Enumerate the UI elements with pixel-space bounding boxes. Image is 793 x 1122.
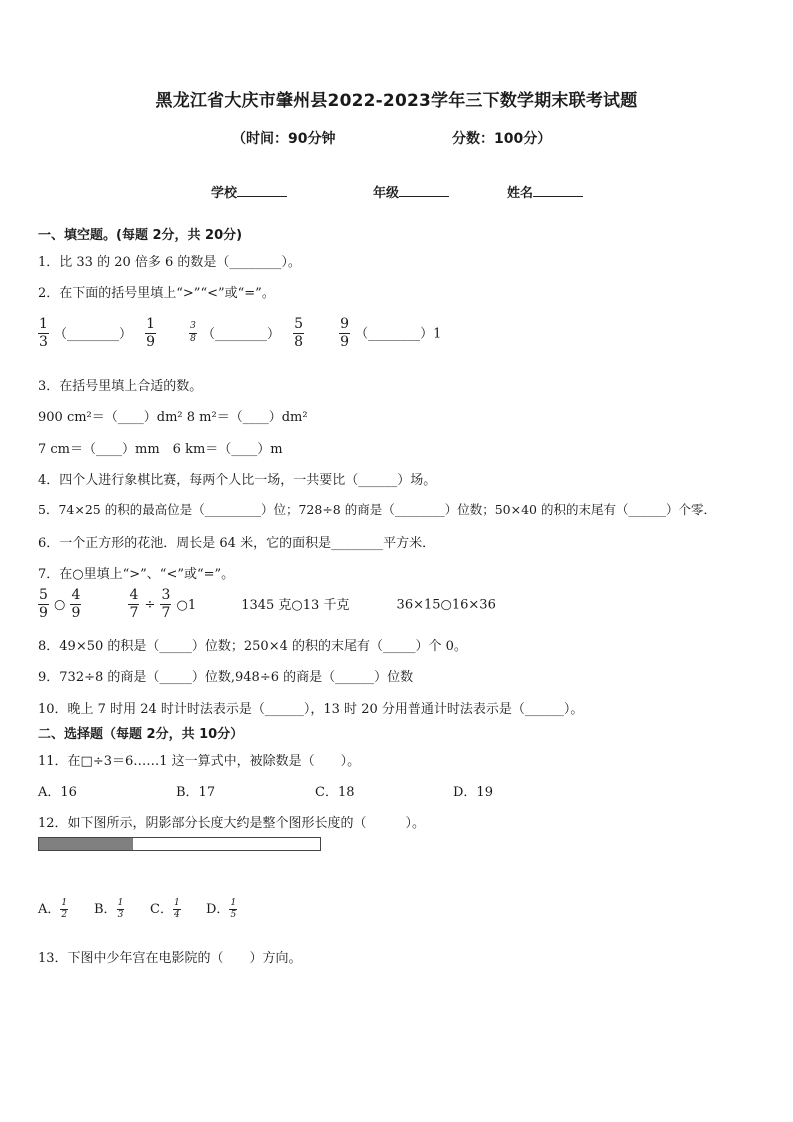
compare-blank-2[interactable]: （________） xyxy=(201,326,280,342)
fraction-3-7: $\frac{3}{7}$ xyxy=(161,587,171,621)
question-12-option-b[interactable]: B． $\frac{1}{3}$ xyxy=(94,897,124,920)
question-12-option-c[interactable]: C． $\frac{1}{4}$ xyxy=(150,897,180,920)
compare-circle-1[interactable]: ○ xyxy=(54,597,66,613)
question-12-option-d[interactable]: D． $\frac{1}{5}$ xyxy=(206,897,237,920)
fraction-4-7: $\frac{4}{7}$ xyxy=(129,587,139,621)
fraction-5-9: $\frac{5}{9}$ xyxy=(39,587,48,621)
question-1: 1．比 33 的 20 倍多 6 的数是（________）。 xyxy=(38,255,301,270)
time-label: （时间：90分钟 xyxy=(232,131,336,147)
question-13: 13．下图中少年宫在电影院的（ ）方向。 xyxy=(38,951,302,966)
question-4: 4．四个人进行象棋比赛，每两个人比一场，一共要比（______）场。 xyxy=(38,473,437,488)
fraction-1-5: $\frac{1}{5}$ xyxy=(230,897,237,920)
name-label: 姓名 xyxy=(507,186,534,201)
score-label: 分数：100分） xyxy=(452,131,552,147)
compare-blank-1[interactable]: （________） xyxy=(54,326,133,342)
divide-sign: ÷ xyxy=(144,597,156,613)
fraction-1-4: $\frac{1}{4}$ xyxy=(173,897,180,920)
question-10: 10．晚上 7 时用 24 时计时法表示是（______），13 时 20 分用普通计时法表示是（______）。 xyxy=(38,702,584,717)
question-11: 11．在□÷3＝6……1 这一算式中，被除数是（ ）。 xyxy=(38,754,361,769)
fraction-3-8: $\frac{3}{8}$ xyxy=(190,321,196,344)
grade-field xyxy=(373,182,449,201)
fraction-5-8: $\frac{5}{8}$ xyxy=(294,316,303,350)
question-11-option-c[interactable]: C．18 xyxy=(315,785,355,800)
fraction-4-9: $\frac{4}{9}$ xyxy=(71,587,81,621)
page-title: 黑龙江省大庆市肇州县2022-2023学年三下数学期末联考试题 xyxy=(155,91,638,111)
compare-circle-2[interactable]: ○1 xyxy=(176,597,197,613)
school-field xyxy=(211,182,287,201)
school-label: 学校 xyxy=(211,186,238,201)
fraction-1-9: $\frac{1}{9}$ xyxy=(146,316,156,350)
length-bar-shaded xyxy=(39,838,133,850)
compare-weight[interactable]: 1345 克○13 千克 xyxy=(241,597,350,613)
compare-product[interactable]: 36×15○16×36 xyxy=(396,597,496,613)
question-2-items xyxy=(38,317,441,349)
fraction-1-2: $\frac{1}{2}$ xyxy=(61,897,68,920)
question-3: 3．在括号里填上合适的数。 xyxy=(38,379,203,394)
grade-label: 年级 xyxy=(373,186,400,201)
question-7: 7．在○里填上“>”、“<”或“=”。 xyxy=(38,567,235,582)
name-field xyxy=(507,182,583,201)
question-11-option-b[interactable]: B．17 xyxy=(176,785,216,800)
question-3-line-1: 900 cm²＝（____）dm² 8 m²＝（____）dm² xyxy=(38,410,308,425)
grade-blank[interactable] xyxy=(399,182,449,197)
question-8: 8．49×50 的积是（_____）位数；250×4 的积的末尾有（_____）个 0。 xyxy=(38,639,467,654)
fraction-9-9: $\frac{9}{9}$ xyxy=(340,316,350,350)
name-blank[interactable] xyxy=(533,182,583,197)
question-12: 12．如下图所示，阴影部分长度大约是整个图形长度的（ ）。 xyxy=(38,816,426,831)
question-3-line-2: 7 cm＝（____）mm 6 km＝（____）m xyxy=(38,442,283,457)
question-12-option-a[interactable]: A． $\frac{1}{2}$ xyxy=(38,897,68,920)
section1-heading: 一、填空题。(每题 2分，共 20分) xyxy=(38,228,243,243)
compare-blank-3[interactable]: （________）1 xyxy=(355,326,442,342)
fraction-1-3: $\frac{1}{3}$ xyxy=(39,316,48,350)
question-6: 6．一个正方形的花池．周长是 64 米，它的面积是________平方米． xyxy=(38,536,436,551)
question-5: 5．74×25 的积的最高位是（_________）位；728÷8 的商是（________）位数；50×40 的积的末尾有（______）个零． xyxy=(38,502,716,517)
question-2: 2．在下面的括号里填上“>”“<”或“=”。 xyxy=(38,286,275,301)
section2-heading: 二、选择题（每题 2分，共 10分） xyxy=(38,727,244,742)
school-blank[interactable] xyxy=(237,182,287,197)
question-11-option-a[interactable]: A．16 xyxy=(38,785,77,800)
length-bar xyxy=(38,837,321,851)
question-9: 9．732÷8 的商是（_____）位数,948÷6 的商是（______）位数 xyxy=(38,670,414,685)
question-11-option-d[interactable]: D．19 xyxy=(453,785,493,800)
question-7-items xyxy=(38,588,496,620)
fraction-1-3: $\frac{1}{3}$ xyxy=(117,897,124,920)
